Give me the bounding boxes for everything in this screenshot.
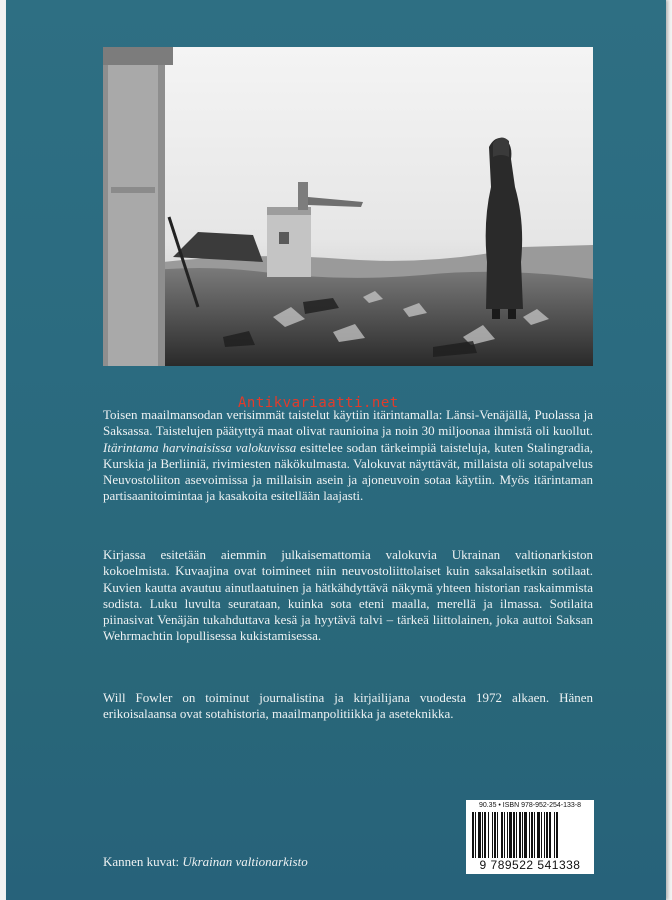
barcode-digits: 9 789522 541338 bbox=[479, 858, 581, 872]
barcode-box bbox=[466, 800, 594, 874]
book-title-italic: Itärintama harvinaisissa valokuvissa bbox=[103, 439, 297, 455]
description-paragraph-1 bbox=[103, 407, 593, 505]
isbn-line: 90.35 • ISBN 978-952-254-133-8 bbox=[478, 802, 582, 809]
p1-text-end: esittelee sodan tärkeimpiä taisteluja, kuten Stalingradia, Kurskia ja Berliiniä, rivimiesten näkökulmasta. Valokuvat näyttävät, millaista oli sotapalvelus Neuvostoliiton asevoimissa ja millaisin asein ja ajoneuvoin sotaa käytiin. Myös itärintaman partisaanitoimintaa ja kasakoita esitellään laajasti. bbox=[103, 439, 593, 504]
book-back-cover bbox=[6, 0, 666, 900]
watermark-text: Antikvariaatti.net bbox=[238, 395, 399, 411]
author-bio-paragraph: Will Fowler on toiminut journalistina ja kirjailijana vuodesta 1972 alkaen. Hänen erikoisalaansa ovat sotahistoria, maailmanpolitiikka ja aseteknikka. bbox=[103, 690, 593, 722]
cover-credits bbox=[103, 854, 308, 870]
credits-source: Ukrainan valtionarkisto bbox=[182, 854, 308, 869]
barcode-icon bbox=[472, 812, 590, 858]
p1-text-start: Toisen maailmansodan verisimmät taistelut käytiin itärintamalla: Länsi-Venäjällä, Puolassa ja Saksassa. Taistelujen päätyttyä maat olivat raunioina ja noin 30 miljoonaa ihmistä oli kuollut. bbox=[103, 407, 593, 439]
credits-label: Kannen kuvat: bbox=[103, 854, 183, 869]
description-paragraph-2: Kirjassa esitetään aiemmin julkaisemattomia valokuvia Ukrainan valtionarkiston kokoelmista. Kuvaajina ovat toimineet niin neuvostoliittolaiset kuin saksalaisetkin sotilaat. Kuvien kautta avautuu ainutlaatuinen ja hätkähdyttävä näkymä yhteen historian raskaimmista sodista. Luku luvulta seurataan, kuinka sota eteni maalla, merellä ja ilmassa. Sotilaita piinasivat Venäjän tukahduttava kesä ja hyytävä talvi – tärkeä liittolainen, joka auttoi Saksan Wehrmachtin lopullisessa kukistamisessa. bbox=[103, 547, 593, 644]
cover-photo bbox=[103, 47, 593, 366]
war-ruins-photo-icon bbox=[103, 47, 593, 366]
